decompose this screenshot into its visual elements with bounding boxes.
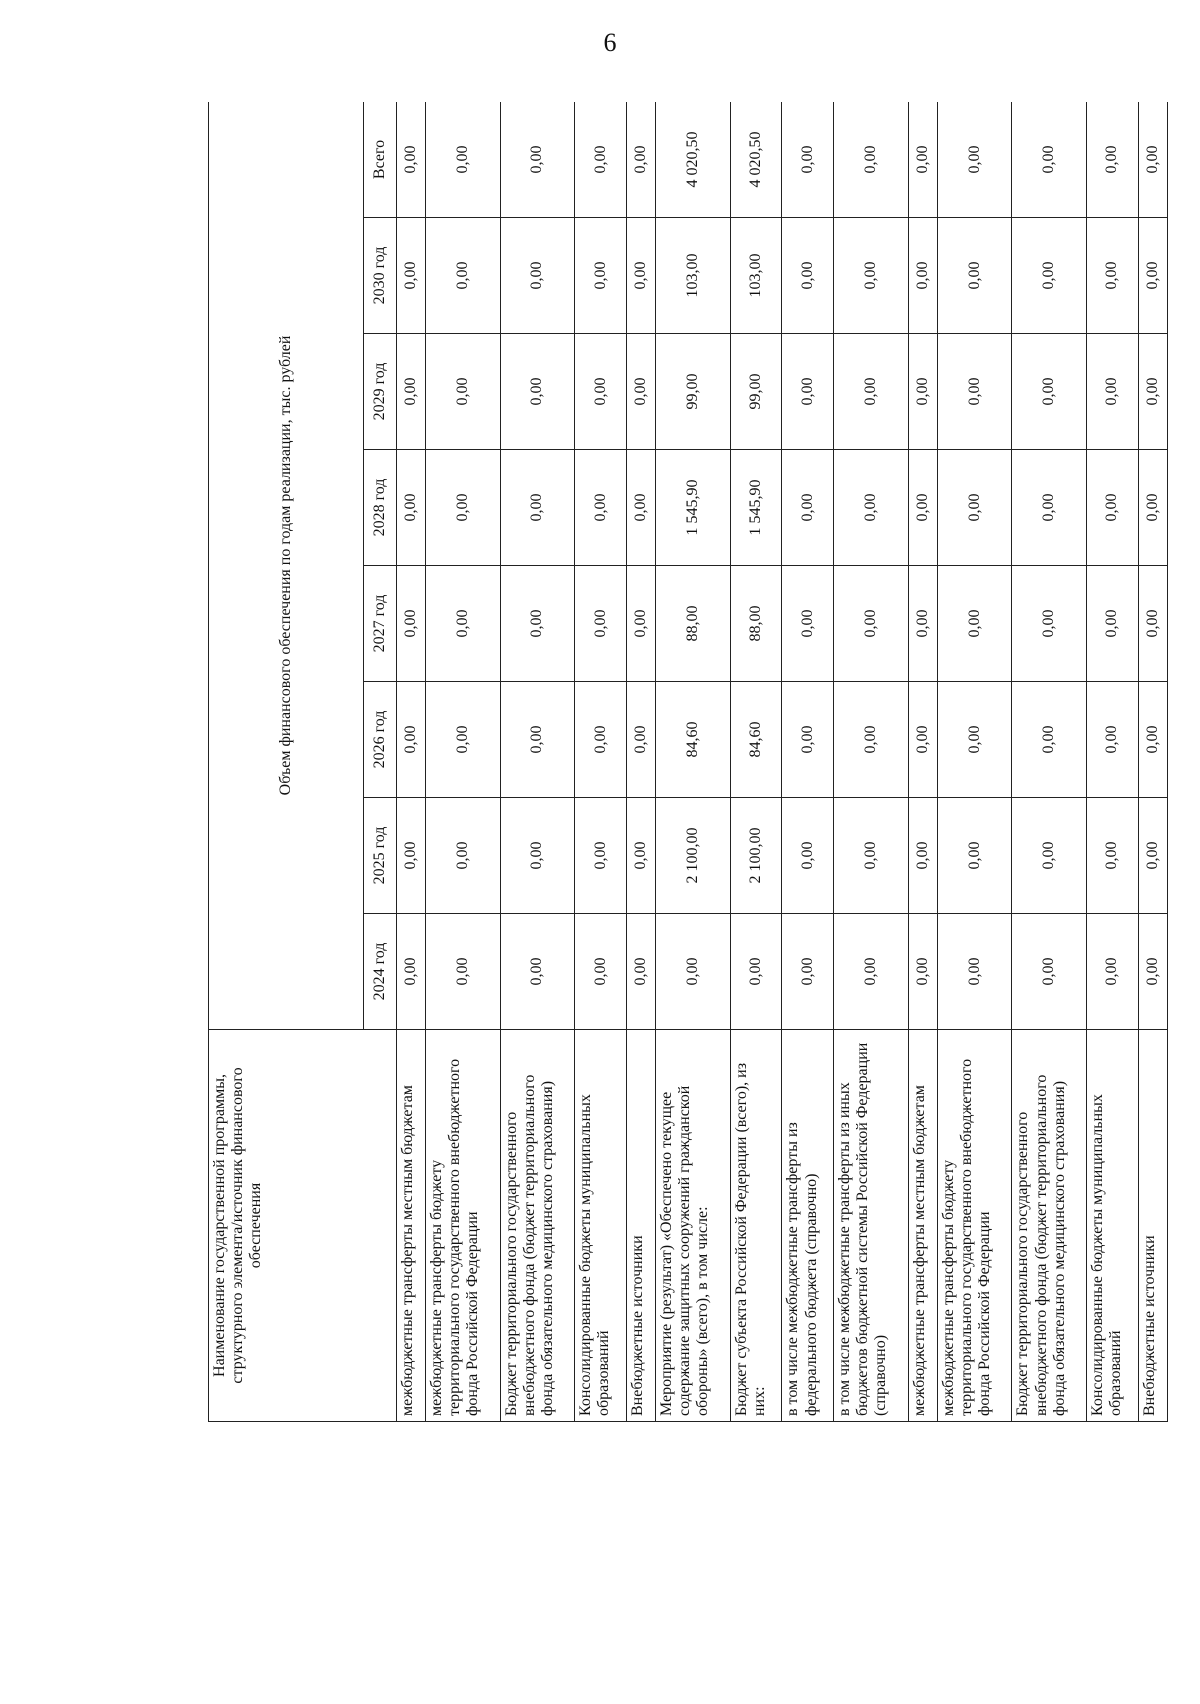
- table-row: [500, 102, 575, 1422]
- row-total-cell: 4 020,50: [730, 102, 782, 218]
- row-name-cell: межбюджетные трансферты бюджету территориального государственного внебюджетного фонда Российской Федерации: [426, 1030, 501, 1422]
- row-value-cell: 0,00: [1012, 682, 1087, 798]
- row-value-cell: 84,60: [730, 682, 782, 798]
- row-value-cell: 0,00: [500, 682, 575, 798]
- row-value-cell: 0,00: [937, 914, 1012, 1030]
- row-value-cell: 0,00: [1012, 334, 1087, 450]
- row-total-cell: 4 020,50: [656, 102, 731, 218]
- row-value-cell: 0,00: [426, 334, 501, 450]
- row-value-cell: 0,00: [1012, 566, 1087, 682]
- row-value-cell: 0,00: [575, 218, 627, 334]
- row-value-cell: 0,00: [834, 566, 909, 682]
- row-value-cell: 0,00: [500, 450, 575, 566]
- row-value-cell: 0,00: [1012, 798, 1087, 914]
- row-name-cell: Мероприятие (результат) «Обеспечено текущее содержание защитных сооружений гражданской обороны» (всего), в том числе:: [656, 1030, 731, 1422]
- row-value-cell: 88,00: [656, 566, 731, 682]
- row-value-cell: 0,00: [500, 914, 575, 1030]
- row-name-cell: межбюджетные трансферты местным бюджетам: [397, 1030, 426, 1422]
- table-row: [782, 102, 834, 1422]
- row-name-cell: Бюджет территориального государственного внебюджетного фонда (бюджет территориального фонда обязательного медицинского страхования): [1012, 1030, 1087, 1422]
- row-total-cell: 0,00: [908, 102, 937, 218]
- table-row: [575, 102, 627, 1422]
- row-value-cell: 0,00: [834, 218, 909, 334]
- row-value-cell: 0,00: [937, 566, 1012, 682]
- column-header-year: 2026 год: [364, 682, 397, 798]
- table-row: [908, 102, 937, 1422]
- row-value-cell: 0,00: [627, 218, 656, 334]
- row-value-cell: 0,00: [1087, 914, 1139, 1030]
- row-value-cell: 0,00: [1138, 914, 1167, 1030]
- table-row: [656, 102, 731, 1422]
- row-value-cell: 0,00: [782, 566, 834, 682]
- row-value-cell: 0,00: [500, 334, 575, 450]
- row-value-cell: 0,00: [397, 218, 426, 334]
- row-name-cell: Консолидированные бюджеты муниципальных образований: [575, 1030, 627, 1422]
- table-header-row: [209, 102, 364, 1422]
- row-total-cell: 0,00: [1012, 102, 1087, 218]
- row-value-cell: 2 100,00: [656, 798, 731, 914]
- row-value-cell: 84,60: [656, 682, 731, 798]
- row-total-cell: 0,00: [937, 102, 1012, 218]
- row-value-cell: 0,00: [397, 450, 426, 566]
- row-name-cell: межбюджетные трансферты местным бюджетам: [908, 1030, 937, 1422]
- row-value-cell: 0,00: [500, 798, 575, 914]
- table-row: [627, 102, 656, 1422]
- row-value-cell: 0,00: [782, 682, 834, 798]
- row-value-cell: 0,00: [937, 450, 1012, 566]
- row-value-cell: 0,00: [627, 450, 656, 566]
- row-value-cell: 0,00: [1087, 798, 1139, 914]
- row-value-cell: 0,00: [397, 914, 426, 1030]
- row-value-cell: 0,00: [908, 682, 937, 798]
- row-value-cell: 0,00: [1012, 450, 1087, 566]
- column-header-financing: Объем финансового обеспечения по годам реализации, тыс. рублей: [209, 102, 364, 1030]
- column-header-year: 2024 год: [364, 914, 397, 1030]
- row-total-cell: 0,00: [834, 102, 909, 218]
- row-value-cell: 0,00: [937, 334, 1012, 450]
- row-value-cell: 0,00: [908, 798, 937, 914]
- row-value-cell: 0,00: [627, 566, 656, 682]
- row-value-cell: 0,00: [426, 914, 501, 1030]
- column-header-year: 2028 год: [364, 450, 397, 566]
- row-value-cell: 0,00: [834, 334, 909, 450]
- row-value-cell: 0,00: [908, 450, 937, 566]
- row-value-cell: 0,00: [834, 798, 909, 914]
- row-total-cell: 0,00: [782, 102, 834, 218]
- row-value-cell: 0,00: [426, 218, 501, 334]
- row-value-cell: 0,00: [426, 798, 501, 914]
- row-total-cell: 0,00: [1138, 102, 1167, 218]
- row-name-cell: межбюджетные трансферты бюджету территориального государственного внебюджетного фонда Российской Федерации: [937, 1030, 1012, 1422]
- row-value-cell: 0,00: [397, 334, 426, 450]
- row-value-cell: 0,00: [500, 218, 575, 334]
- column-header-year: 2029 год: [364, 334, 397, 450]
- table-row: [834, 102, 909, 1422]
- column-header-year: 2025 год: [364, 798, 397, 914]
- row-value-cell: 0,00: [1138, 450, 1167, 566]
- row-value-cell: 0,00: [834, 450, 909, 566]
- row-value-cell: 0,00: [937, 682, 1012, 798]
- row-value-cell: 0,00: [782, 914, 834, 1030]
- row-name-cell: в том числе межбюджетные трансферты из иных бюджетов бюджетной системы Российской Федерации (справочно): [834, 1030, 909, 1422]
- row-value-cell: 0,00: [627, 682, 656, 798]
- row-value-cell: 0,00: [397, 798, 426, 914]
- table-row: [397, 102, 426, 1422]
- row-value-cell: 0,00: [937, 218, 1012, 334]
- row-value-cell: 0,00: [782, 218, 834, 334]
- table-row: [937, 102, 1012, 1422]
- row-value-cell: 0,00: [627, 914, 656, 1030]
- row-name-cell: Внебюджетные источники: [627, 1030, 656, 1422]
- table-row: [1138, 102, 1167, 1422]
- row-value-cell: 0,00: [908, 334, 937, 450]
- row-value-cell: 0,00: [656, 914, 731, 1030]
- row-name-cell: Бюджет субъекта Российской Федерации (всего), из них:: [730, 1030, 782, 1422]
- row-value-cell: 0,00: [575, 914, 627, 1030]
- row-value-cell: 0,00: [575, 450, 627, 566]
- row-value-cell: 0,00: [426, 450, 501, 566]
- row-value-cell: 0,00: [575, 334, 627, 450]
- column-header-year: 2027 год: [364, 566, 397, 682]
- row-value-cell: 0,00: [937, 798, 1012, 914]
- row-name-cell: Внебюджетные источники: [1138, 1030, 1167, 1422]
- column-header-total: Всего: [364, 102, 397, 218]
- row-name-cell: в том числе межбюджетные трансферты из федерального бюджета (справочно): [782, 1030, 834, 1422]
- row-value-cell: 0,00: [1087, 682, 1139, 798]
- row-total-cell: 0,00: [397, 102, 426, 218]
- row-value-cell: 0,00: [627, 798, 656, 914]
- row-value-cell: 0,00: [1087, 218, 1139, 334]
- rotated-table-area: [208, 102, 1168, 1422]
- row-value-cell: 2 100,00: [730, 798, 782, 914]
- row-value-cell: 0,00: [834, 682, 909, 798]
- row-value-cell: 0,00: [908, 566, 937, 682]
- row-value-cell: 0,00: [1087, 334, 1139, 450]
- row-value-cell: 1 545,90: [730, 450, 782, 566]
- row-total-cell: 0,00: [426, 102, 501, 218]
- row-value-cell: 0,00: [1012, 914, 1087, 1030]
- row-value-cell: 0,00: [397, 566, 426, 682]
- row-value-cell: 88,00: [730, 566, 782, 682]
- table-row: [426, 102, 501, 1422]
- row-value-cell: 0,00: [1087, 450, 1139, 566]
- page-number: 6: [603, 28, 617, 57]
- row-total-cell: 0,00: [627, 102, 656, 218]
- row-total-cell: 0,00: [1087, 102, 1139, 218]
- table-row: [730, 102, 782, 1422]
- column-header-name: Наименование государственной программы, структурного элемента/источник финансового обеспечения: [209, 1030, 397, 1422]
- row-value-cell: 0,00: [908, 914, 937, 1030]
- row-value-cell: 0,00: [575, 682, 627, 798]
- column-header-year: 2030 год: [364, 218, 397, 334]
- row-value-cell: 0,00: [575, 566, 627, 682]
- row-value-cell: 0,00: [1138, 334, 1167, 450]
- table-row: [1087, 102, 1139, 1422]
- row-value-cell: 99,00: [730, 334, 782, 450]
- row-value-cell: 0,00: [782, 450, 834, 566]
- row-total-cell: 0,00: [575, 102, 627, 218]
- row-value-cell: 0,00: [397, 682, 426, 798]
- row-value-cell: 0,00: [782, 798, 834, 914]
- row-value-cell: 0,00: [1138, 798, 1167, 914]
- row-value-cell: 0,00: [426, 566, 501, 682]
- row-value-cell: 99,00: [656, 334, 731, 450]
- rotated-table-container: [208, 102, 1168, 1422]
- row-value-cell: 0,00: [908, 218, 937, 334]
- row-value-cell: 0,00: [575, 798, 627, 914]
- row-name-cell: Бюджет территориального государственного внебюджетного фонда (бюджет территориального фонда обязательного медицинского страхования): [500, 1030, 575, 1422]
- row-value-cell: 0,00: [1138, 566, 1167, 682]
- row-value-cell: 0,00: [730, 914, 782, 1030]
- row-value-cell: 0,00: [1138, 218, 1167, 334]
- row-value-cell: 0,00: [426, 682, 501, 798]
- row-value-cell: 0,00: [1012, 218, 1087, 334]
- row-name-cell: Консолидированные бюджеты муниципальных образований: [1087, 1030, 1139, 1422]
- row-value-cell: 103,00: [730, 218, 782, 334]
- row-value-cell: 0,00: [500, 566, 575, 682]
- row-value-cell: 1 545,90: [656, 450, 731, 566]
- table-body: [397, 102, 1168, 1422]
- row-value-cell: 0,00: [834, 914, 909, 1030]
- row-value-cell: 0,00: [1138, 682, 1167, 798]
- row-value-cell: 0,00: [627, 334, 656, 450]
- financing-table: [208, 102, 1168, 1422]
- table-row: [1012, 102, 1087, 1422]
- row-total-cell: 0,00: [500, 102, 575, 218]
- row-value-cell: 103,00: [656, 218, 731, 334]
- row-value-cell: 0,00: [782, 334, 834, 450]
- row-value-cell: 0,00: [1087, 566, 1139, 682]
